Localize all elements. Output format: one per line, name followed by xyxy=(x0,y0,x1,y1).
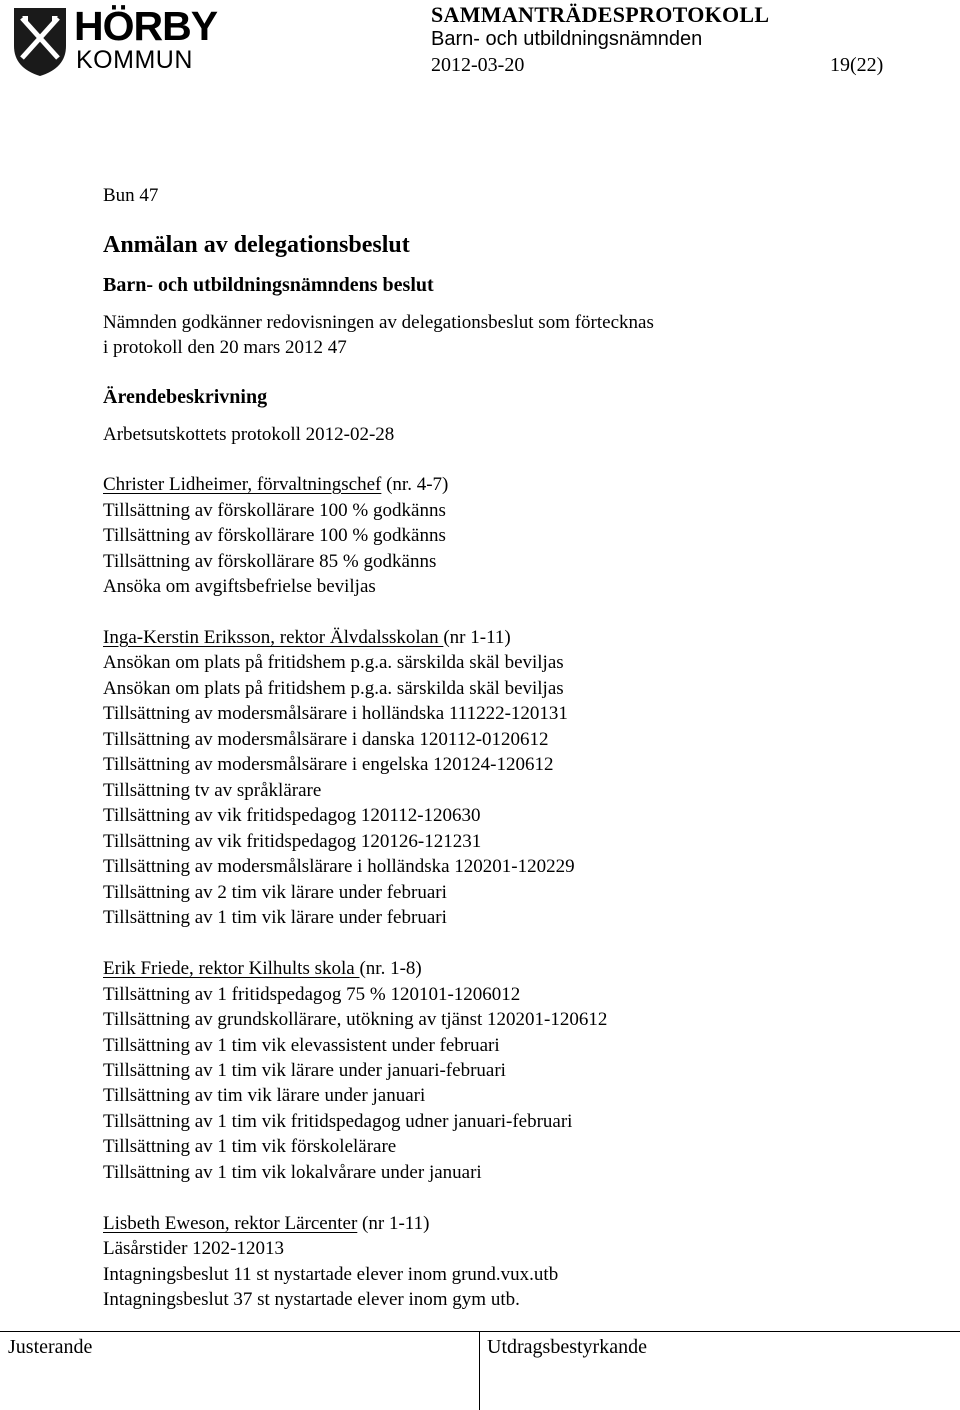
delegate-range: (nr. 1-8) xyxy=(359,958,422,979)
decision-text: Nämnden godkänner redovisningen av delegationsbeslut som förtecknas xyxy=(103,312,654,333)
page-number: 19(22) xyxy=(830,54,884,76)
decision-item: Tillsättning av modersmålsärare i danska 120112-0120612 xyxy=(103,729,549,750)
hörby-kommun-logo xyxy=(12,3,218,80)
decision-item: Ansökan om plats på fritidshem p.g.a. särskilda skäl beviljas xyxy=(103,652,564,673)
delegate-range: (nr 1-11) xyxy=(357,1213,430,1234)
au-protocol-reference: Arbetsutskottets protokoll 2012-02-28 xyxy=(103,424,395,445)
decision-text: i protokoll den 20 mars 2012 47 xyxy=(103,337,347,358)
delegate-header xyxy=(103,474,448,496)
decision-item: Tillsättning av vik fritidspedagog 120126-121231 xyxy=(103,831,482,852)
description-heading: Ärendebeskrivning xyxy=(103,386,268,408)
committee-name: Barn- och utbildningsnämnden xyxy=(431,28,703,50)
footer-justerande: Justerande xyxy=(8,1336,93,1358)
decision-item: Tillsättning av 1 tim vik lärare under januari-februari xyxy=(103,1060,506,1081)
delegate-header xyxy=(103,627,511,649)
decision-item: Ansökan om plats på fritidshem p.g.a. särskilda skäl beviljas xyxy=(103,678,564,699)
decision-item: Intagningsbeslut 11 st nystartade elever inom grund.vux.utb xyxy=(103,1264,559,1285)
footer-utdragsbestyrkande: Utdragsbestyrkande xyxy=(487,1336,647,1358)
decision-item: Tillsättning av förskollärare 100 % godkänns xyxy=(103,500,446,521)
decision-item: Ansöka om avgiftsbefrielse beviljas xyxy=(103,576,376,597)
decision-item: Tillsättning av 1 tim vik elevassistent under februari xyxy=(103,1035,500,1056)
decision-item: Tillsättning av modersmålsärare i engelska 120124-120612 xyxy=(103,754,554,775)
decision-item: Tillsättning av 1 tim vik fritidspedagog udner januari-februari xyxy=(103,1111,573,1132)
meeting-date: 2012-03-20 xyxy=(431,54,525,76)
delegate-name: Lisbeth Eweson, rektor Lärcenter xyxy=(103,1213,358,1234)
decision-item: Tillsättning av vik fritidspedagog 120112-120630 xyxy=(103,805,481,826)
logo-wordmark: HÖRBY xyxy=(74,3,218,49)
document-type: SAMMANTRÄDESPROTOKOLL xyxy=(431,2,770,27)
section-number: Bun 47 xyxy=(103,185,159,206)
decision-heading: Barn- och utbildningsnämndens beslut xyxy=(103,274,434,296)
decision-item: Tillsättning av grundskollärare, utökning av tjänst 120201-120612 xyxy=(103,1009,608,1030)
decision-item: Intagningsbeslut 37 st nystartade elever inom gym utb. xyxy=(103,1289,520,1310)
delegate-name: Christer Lidheimer, förvaltningschef xyxy=(103,474,382,495)
decision-item: Tillsättning av 1 tim vik lokalvårare under januari xyxy=(103,1162,482,1183)
decision-item: Läsårstider 1202-12013 xyxy=(103,1238,284,1259)
decision-item: Tillsättning av 1 tim vik förskolelärare xyxy=(103,1136,397,1157)
decision-item: Tillsättning tv av språklärare xyxy=(103,780,322,801)
decision-item: Tillsättning av modersmålsärare i holländska 111222-120131 xyxy=(103,703,568,724)
logo-subtitle: KOMMUN xyxy=(76,46,193,74)
decision-item: Tillsättning av modersmålslärare i holländska 120201-120229 xyxy=(103,856,575,877)
delegate-name: Inga-Kerstin Eriksson, rektor Älvdalsskolan xyxy=(103,627,444,648)
delegate-name: Erik Friede, rektor Kilhults skola xyxy=(103,958,360,979)
decision-item: Tillsättning av tim vik lärare under januari xyxy=(103,1085,426,1106)
delegate-header xyxy=(103,958,422,980)
footer-column-divider xyxy=(479,1331,480,1410)
footer-divider xyxy=(0,1331,960,1332)
delegate-range: (nr 1-11) xyxy=(443,627,511,648)
delegate-range: (nr. 4-7) xyxy=(386,474,449,495)
decision-item: Tillsättning av 1 tim vik lärare under februari xyxy=(103,907,447,928)
section-title: Anmälan av delegationsbeslut xyxy=(103,232,410,258)
delegate-header xyxy=(103,1213,429,1235)
decision-item: Tillsättning av förskollärare 100 % godkänns xyxy=(103,525,446,546)
decision-item: Tillsättning av förskollärare 85 % godkänns xyxy=(103,551,437,572)
coat-of-arms-icon xyxy=(12,6,68,78)
decision-item: Tillsättning av 2 tim vik lärare under februari xyxy=(103,882,447,903)
decision-item: Tillsättning av 1 fritidspedagog 75 % 120101-1206012 xyxy=(103,984,521,1005)
